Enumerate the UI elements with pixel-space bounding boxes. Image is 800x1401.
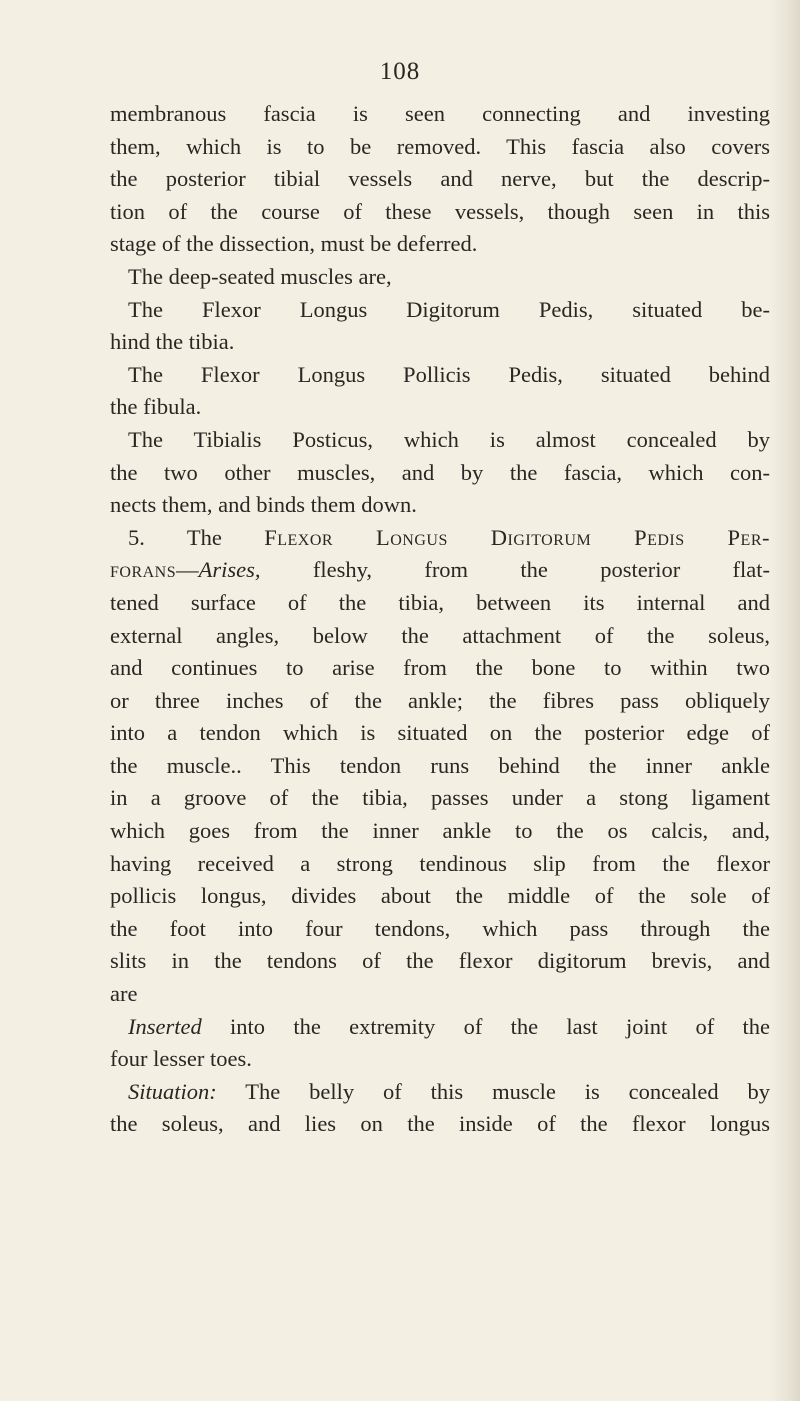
text-line: pollicis longus, divides about the middle of the sole of [110,883,770,909]
text-line: four lesser toes. [110,1046,252,1072]
text-line: into a tendon which is situated on the posterior edge of [110,720,770,746]
text-line: which goes from the inner ankle to the os calcis, and, [110,818,770,844]
text-run: into the extremity of the last joint of the [201,1013,770,1039]
text-line: them, which is to be removed. This fascia also covers [110,133,770,159]
arises-label: Arises, [198,557,261,583]
text-line: The deep-seated muscles are, [128,263,392,289]
muscle-name-smallcaps: forans [110,557,177,583]
text-line: tion of the course of these vessels, though seen in this [110,198,770,224]
muscle-name-smallcaps: Flexor Longus Digitorum Pedis Per- [264,524,770,550]
text-line: having received a strong tendinous slip from the flexor [110,850,770,876]
text-line: the foot into four tendons, which pass through the [110,915,770,941]
text-line: are [110,981,138,1007]
text-line: the muscle.. This tendon runs behind the inner ankle [110,752,770,778]
text-line: The Flexor Longus Pollicis Pedis, situated behind [128,361,770,387]
text-line: external angles, below the attachment of the soleus, [110,622,770,648]
text-line: stage of the dissection, must be deferred. [110,231,478,257]
text-line: the soleus, and lies on the inside of the flexor longus [110,1111,770,1137]
text-run: The belly of this muscle is concealed by [216,1078,770,1104]
text-line: the two other muscles, and by the fascia, which con- [110,459,770,485]
text-line: membranous fascia is seen connecting and investing [110,101,770,126]
text-line: and continues to arise from the bone to within two [110,655,770,681]
text-line: The Tibialis Posticus, which is almost concealed by [128,426,770,452]
text-line: The Flexor Longus Digitorum Pedis, situated be- [128,296,770,322]
section-heading-line [110,554,770,587]
text-line: slits in the tendons of the flexor digitorum brevis, and [110,948,770,974]
inserted-label: Inserted [128,1013,202,1039]
text-line: or three inches of the ankle; the fibres pass obliquely [110,687,770,713]
situation-line [110,1076,770,1109]
inserted-line [110,1011,770,1044]
em-dash: — [176,557,199,583]
text-line: nects them, and binds them down. [110,492,417,518]
page-number: 108 [379,58,421,85]
text-line: the fibula. [110,394,202,420]
section-number: 5. The [128,524,265,550]
text-line: the posterior tibial vessels and nerve, but the descrip- [110,166,770,192]
text-line: tened surface of the tibia, between its internal and [110,589,770,615]
body-text [110,98,770,1141]
text-line: hind the tibia. [110,329,235,355]
text-line: in a groove of the tibia, passes under a stong ligament [110,785,770,811]
text-run: fleshy, from the posterior flat- [260,557,770,583]
situation-label: Situation: [128,1078,217,1104]
section-heading-line [110,522,770,555]
